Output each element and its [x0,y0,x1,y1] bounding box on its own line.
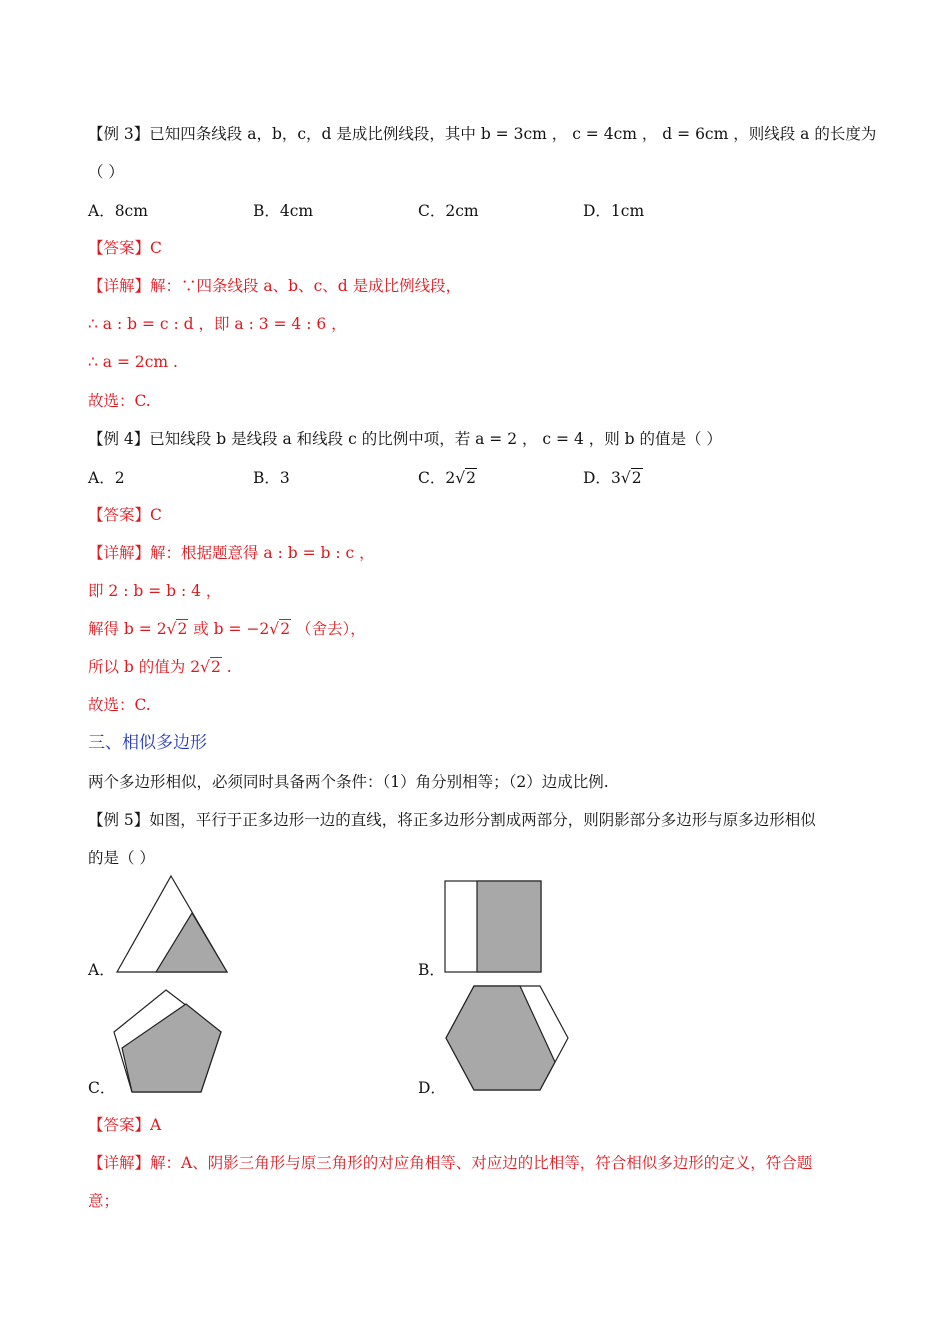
ex4-option-d-radicand: 2 [631,469,642,487]
figure-a-label: A． [88,961,115,979]
ex4-question: 【例 4】已知线段 b 是线段 a 和线段 c 的比例中项，若 a = 2 ， c = 4 ，则 b 的值是（ ） [88,430,722,448]
ex4-detail-3-sqrt-1: √2 [166,620,188,638]
ex4-detail-3 [88,618,366,640]
ex3-answer: 【答案】C [88,239,162,257]
ex3-option-c: C．2cm [418,202,479,220]
figure-d-hexagon [442,982,572,1094]
ex4-detail-3-part-c: （舍去）， [291,620,366,638]
ex5-question-line1: 【例 5】如图，平行于正多边形一边的直线，将正多边形分割成两部分，则阴影部分多边形与原多边形相似 [88,811,816,829]
ex4-detail-3-sqrt-2: √2 [269,620,291,638]
ex4-option-c [418,466,477,488]
ex4-detail-3-radicand-2: 2 [280,620,291,638]
ex4-option-c-sqrt: √2 [455,469,477,487]
ex4-option-c-label: C． [418,469,446,487]
ex4-detail-4 [88,656,232,678]
ex4-detail-5: 故选：C. [88,696,151,714]
ex3-detail-2: ∴ a : b = c : d ，即 a : 3 = 4 : 6 ， [88,315,347,333]
ex4-option-c-coef: 2 [445,469,456,487]
section-intro: 两个多边形相似，必须同时具备两个条件：（1）角分别相等；（2）边成比例. [88,773,609,791]
ex4-option-d-coef: 3 [610,469,621,487]
ex4-detail-3-part-b: 或 b = −2 [188,620,270,638]
ex4-detail-3-part-a: 解得 b = 2 [88,620,167,638]
ex3-detail-4: 故选：C. [88,392,151,410]
ex4-option-d [583,466,643,488]
ex4-option-d-label: D． [583,469,611,487]
figure-d-label: D． [418,1079,446,1097]
ex4-detail-4-part-b: . [221,658,232,676]
ex3-detail-1: 【详解】解：∵四条线段 a、b、c、d 是成比例线段， [88,277,462,295]
ex5-detail-2: 意； [88,1192,120,1210]
ex4-option-b: B．3 [253,469,290,487]
ex3-question-line2: （ ） [88,163,124,181]
ex3-option-a: A．8cm [88,202,148,220]
ex3-option-b: B．4cm [253,202,314,220]
figure-c-pentagon [110,986,230,1096]
ex4-detail-4-radicand: 2 [210,658,221,676]
ex5-question-line2: 的是（ ） [88,849,155,867]
ex4-detail-3-radicand-1: 2 [177,620,188,638]
ex4-option-c-radicand: 2 [466,469,477,487]
figure-b-label: B． [418,961,445,979]
ex3-option-d: D．1cm [583,202,645,220]
ex4-detail-4-sqrt: √2 [200,658,221,676]
ex5-answer: 【答案】A [88,1116,162,1134]
figure-a-triangle [112,873,232,977]
ex4-detail-1: 【详解】解：根据题意得 a : b = b : c ， [88,544,375,562]
ex3-question-line1: 【例 3】已知四条线段 a，b，c，d 是成比例线段，其中 b = 3cm ， c = 4cm ， d = 6cm ，则线段 a 的长度为 [88,125,877,143]
ex3-detail-3: ∴ a = 2cm . [88,353,178,371]
ex4-detail-4-part-a: 所以 b 的值为 2 [88,658,201,676]
section-title: 三、相似多边形 [88,733,207,753]
figure-b-square [442,878,546,976]
ex5-detail-1: 【详解】解：A、阴影三角形与原三角形的对应角相等、对应边的比相等，符合相似多边形的定义，符合题 [88,1154,813,1172]
ex4-answer: 【答案】C [88,506,162,524]
figure-c-label: C． [88,1079,116,1097]
ex4-detail-2: 即 2 : b = b : 4 ， [88,582,222,600]
ex4-option-a: A．2 [88,469,125,487]
ex4-option-d-sqrt: √2 [620,469,642,487]
